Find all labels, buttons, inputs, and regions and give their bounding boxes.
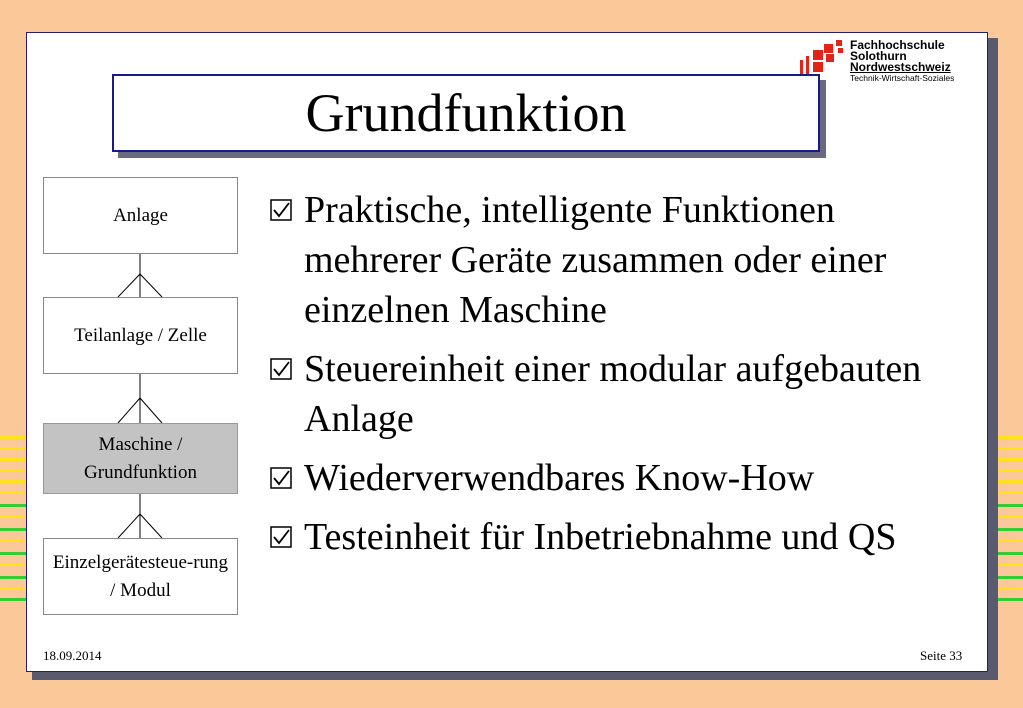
bullet-text: Wiederverwendbares Know-How [304, 457, 815, 499]
hierarchy-label: Maschine / Grundfunktion [84, 433, 197, 483]
bullet-text: Steuereinheit einer modular aufgebauten Anlage [304, 348, 922, 440]
hierarchy-box-einzelgeraet [43, 538, 238, 615]
hierarchy-label: Einzelgerätesteue-rung / Modul [52, 551, 229, 601]
logo-line3: Nordwestschweiz [850, 60, 951, 74]
checkbox-checked-icon [270, 358, 292, 380]
checkbox-checked-icon [270, 467, 292, 489]
bullet-text: Praktische, intelligente Funktionen mehrerer Geräte zusammen oder einer einzelnen Maschine [304, 189, 887, 331]
bullet-item [270, 512, 970, 562]
logo-line4: Technik-Wirtschaft-Soziales [850, 73, 955, 83]
footer-page-number: Seite 33 [920, 648, 963, 663]
footer-date: 18.09.2014 [43, 648, 102, 663]
hierarchy-box-maschine [43, 423, 238, 494]
bullet-item [270, 453, 970, 503]
hierarchy-label: Teilanlage / Zelle [74, 324, 207, 346]
hierarchy-box-teilanlage [43, 297, 238, 374]
logo-line1: Fachhochschule [850, 38, 945, 52]
checkbox-checked-icon [270, 199, 292, 221]
checkbox-checked-icon [270, 526, 292, 548]
bullet-item [270, 344, 970, 444]
fhso-logo [800, 40, 980, 92]
hierarchy-box-anlage [43, 177, 238, 254]
logo-line2: Solothurn [850, 49, 907, 63]
hierarchy-label: Anlage [113, 204, 168, 226]
bullet-item [270, 185, 970, 335]
bullet-list [270, 185, 970, 571]
page-title: Grundfunktion [305, 83, 627, 143]
bullet-text: Testeinheit für Inbetriebnahme und QS [304, 516, 897, 558]
right-stripes [997, 436, 1023, 606]
